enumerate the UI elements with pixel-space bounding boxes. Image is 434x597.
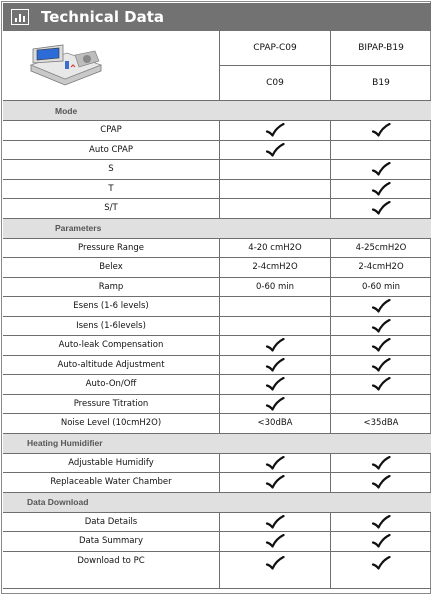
table-row xyxy=(3,317,431,337)
checkmark-icon xyxy=(371,515,391,529)
checkmark-icon xyxy=(371,456,391,470)
table-row xyxy=(3,356,431,376)
table-row xyxy=(3,395,431,415)
section-title: Parameters xyxy=(55,223,102,233)
feature-label: Pressure Range xyxy=(78,242,144,253)
checkmark-icon xyxy=(371,299,391,313)
technical-data-panel xyxy=(1,1,431,594)
feature-label: CPAP xyxy=(100,125,122,136)
model-code-b19: B19 xyxy=(372,78,390,88)
section-header xyxy=(3,493,431,513)
spec-value-c09: 0-60 min xyxy=(219,278,330,297)
spec-table xyxy=(3,31,431,589)
table-header-row xyxy=(3,31,431,101)
table-row xyxy=(3,297,431,317)
check-icon xyxy=(330,336,431,355)
section-header xyxy=(3,101,431,121)
empty-cell xyxy=(219,160,330,179)
title-bar xyxy=(3,3,431,31)
check-icon xyxy=(219,532,330,551)
empty-cell xyxy=(330,141,431,160)
check-icon xyxy=(219,513,330,532)
checkmark-icon xyxy=(265,534,285,548)
table-row xyxy=(3,375,431,395)
check-icon xyxy=(330,375,431,394)
feature-label: Download to PC xyxy=(77,555,145,566)
feature-label: S xyxy=(108,164,114,175)
check-icon xyxy=(330,513,431,532)
feature-label: Ramp xyxy=(98,281,124,292)
feature-label: T xyxy=(108,183,114,194)
checkmark-icon xyxy=(265,515,285,529)
checkmark-icon xyxy=(371,358,391,372)
feature-label: Auto-altitude Adjustment xyxy=(57,359,165,370)
check-icon xyxy=(219,121,330,140)
table-row xyxy=(3,336,431,356)
feature-label: Isens (1-6levels) xyxy=(76,320,146,331)
checkmark-icon xyxy=(265,475,285,489)
check-icon xyxy=(219,356,330,375)
checkmark-icon xyxy=(265,377,285,391)
chart-icon xyxy=(11,9,29,25)
check-icon xyxy=(330,454,431,473)
table-row xyxy=(3,160,431,180)
checkmark-icon xyxy=(265,123,285,137)
section-header xyxy=(3,434,431,454)
feature-label: Adjustable Humidify xyxy=(68,457,154,468)
table-row xyxy=(3,121,431,141)
check-icon xyxy=(330,160,431,179)
cpap-device-image xyxy=(25,41,105,91)
section-title: Mode xyxy=(55,105,78,116)
table-row xyxy=(3,513,431,533)
check-icon xyxy=(219,375,330,394)
spec-value-c09: 2-4cmH2O xyxy=(219,258,330,277)
model-name-b19: BIPAP-B19 xyxy=(331,31,431,66)
spec-value-b19: 4-25cmH2O xyxy=(330,239,431,258)
section-header xyxy=(3,219,431,239)
table-row xyxy=(3,454,431,474)
feature-label: Belex xyxy=(99,262,123,273)
check-icon xyxy=(219,395,330,414)
checkmark-icon xyxy=(371,377,391,391)
checkmark-icon xyxy=(265,456,285,470)
check-icon xyxy=(330,356,431,375)
checkmark-icon xyxy=(371,123,391,137)
checkmark-icon xyxy=(265,397,285,411)
section-title: Data Download xyxy=(27,497,89,507)
check-icon xyxy=(219,336,330,355)
checkmark-icon xyxy=(265,556,285,570)
check-icon xyxy=(219,552,330,588)
checkmark-icon xyxy=(371,534,391,548)
spec-value-c09: <30dBA xyxy=(219,414,330,433)
empty-cell xyxy=(219,297,330,316)
check-icon xyxy=(330,532,431,551)
feature-label: Data Summary xyxy=(78,536,144,547)
page-title: Technical Data xyxy=(41,8,165,26)
checkmark-icon xyxy=(265,338,285,352)
product-image-cell xyxy=(3,31,219,101)
feature-label: Auto CPAP xyxy=(89,144,133,155)
feature-label: Data Details xyxy=(84,516,138,527)
table-row xyxy=(3,473,431,493)
spec-value-b19: 0-60 min xyxy=(330,278,431,297)
check-icon xyxy=(330,552,431,588)
check-icon xyxy=(330,121,431,140)
model-column-b19 xyxy=(330,31,431,100)
checkmark-icon xyxy=(265,358,285,372)
checkmark-icon xyxy=(371,182,391,196)
empty-cell xyxy=(330,395,431,414)
spec-value-b19: <35dBA xyxy=(330,414,431,433)
model-name-c09: CPAP-C09 xyxy=(220,31,330,66)
model-column-c09 xyxy=(219,31,330,100)
table-row xyxy=(3,141,431,161)
feature-label: Pressure Titration xyxy=(73,398,149,409)
table-row xyxy=(3,532,431,552)
feature-label: S/T xyxy=(104,203,118,214)
check-icon xyxy=(330,473,431,492)
empty-cell xyxy=(219,199,330,218)
checkmark-icon xyxy=(265,143,285,157)
feature-label: Replaceable Water Chamber xyxy=(50,477,172,488)
check-icon xyxy=(330,297,431,316)
check-icon xyxy=(219,141,330,160)
spec-value-b19: 2-4cmH2O xyxy=(330,258,431,277)
checkmark-icon xyxy=(371,319,391,333)
section-title: Heating Humidifier xyxy=(27,438,103,448)
check-icon xyxy=(219,454,330,473)
table-row xyxy=(3,552,431,589)
empty-cell xyxy=(219,180,330,199)
table-row xyxy=(3,258,431,278)
checkmark-icon xyxy=(371,556,391,570)
feature-label: Esens (1-6 levels) xyxy=(73,301,149,312)
checkmark-icon xyxy=(371,201,391,215)
check-icon xyxy=(330,317,431,336)
model-code-c09: C09 xyxy=(266,78,284,88)
empty-cell xyxy=(219,317,330,336)
checkmark-icon xyxy=(371,162,391,176)
check-icon xyxy=(330,180,431,199)
table-row xyxy=(3,180,431,200)
checkmark-icon xyxy=(371,338,391,352)
feature-label: Noise Level (10cmH2O) xyxy=(60,418,162,429)
feature-label: Auto-On/Off xyxy=(85,379,137,390)
table-row xyxy=(3,414,431,434)
table-row xyxy=(3,199,431,219)
table-row xyxy=(3,239,431,259)
spec-value-c09: 4-20 cmH2O xyxy=(219,239,330,258)
checkmark-icon xyxy=(371,475,391,489)
check-icon xyxy=(330,199,431,218)
table-row xyxy=(3,278,431,298)
check-icon xyxy=(219,473,330,492)
feature-label: Auto-leak Compensation xyxy=(58,340,164,351)
